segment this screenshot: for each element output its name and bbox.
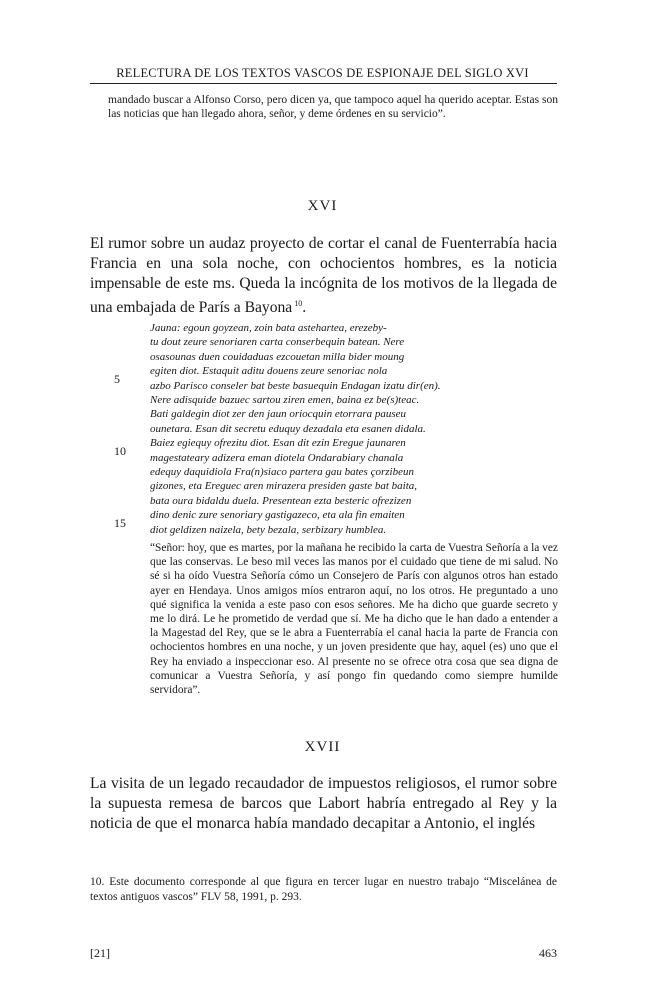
basque-line: diot geldizen naizela, bety bezala, serbizary humblea.	[150, 523, 387, 536]
footer-bracket-number: [21]	[90, 946, 110, 960]
basque-line: edequy daquidiola Fra(n)siaco partera gau bates çorzibeun	[150, 466, 414, 479]
basque-line: tu dout zeure senoriaren carta conserbequin batean. Nere	[150, 336, 405, 349]
basque-line: magestateary adizera eman diotela Ondarabiary chanala	[150, 451, 404, 464]
section-xvi-paragraph: El rumor sobre un audaz proyecto de cortar el canal de Fuenterrabía hacia Francia en una sola noche, con ochocientos hombres, es la noticia impensable de este ms. Queda la incógnita de los motivos de la llegada de una embajada de París a Bayona $^{10}$.	[90, 235, 557, 317]
basque-line: gizones, eta Ereguec aren mirazera presiden gaste bat baita,	[150, 480, 418, 493]
basque-line: Bati galdegin diot zer den jaun oriocquin etorrara pauseu	[150, 408, 407, 421]
basque-line: dino denic zure senoriary gastigazeco, eta ala fin emaiten	[150, 509, 405, 522]
basque-line: Nere adisquide bazuec sartou ziren emen, baina ez be(s)teac.	[150, 394, 420, 407]
section-xvi-paragraph-text: El rumor sobre un audaz proyecto de cortar el canal de Fuenterrabía hacia Francia en una sola noche, con ochocientos hombres, es la noticia impensable de este ms. Queda la incógnita de los motivos de la llegada de una embajada de París a Bayona	[90, 235, 557, 317]
page-number: 463	[539, 946, 557, 960]
line-number-15: 15	[114, 516, 126, 530]
footnote-10: 10. Este documento corresponde al que figura en tercer lugar en nuestro trabajo “Miscelánea de textos antiguos vascos” FLV 58, 1991, p. 293.	[90, 876, 557, 903]
basque-text	[150, 321, 480, 537]
basque-line: bata oura bidaldu duela. Presentean ezta besteric ofrezizen	[150, 494, 412, 507]
basque-line: Jauna: egoun goyzean, zoin bata astehartea, erezeby-	[150, 322, 387, 334]
basque-line: azbo Parisco conseler bat beste basuequin Endagan izatu dir(en).	[150, 379, 441, 392]
section-xvii-paragraph: La visita de un legado recaudador de impuestos religiosos, el rumor sobre la supuesta remesa de barcos que Labort habría entregado al Rey y la noticia de que el monarca había mandado decapitar a Antonio, el inglés	[90, 775, 557, 832]
continuation-quote: mandado buscar a Alfonso Corso, pero dicen ya, que tampoco aquel ha querido aceptar. Estas son las noticias que han llegado ahora, señor, y deme órdenes en su servicio”.	[108, 94, 558, 120]
basque-line: egiten diot. Estaquit aditu douens zeure senoriac nola	[150, 365, 388, 378]
line-number-5: 5	[114, 372, 120, 386]
line-number-10: 10	[114, 444, 126, 458]
section-title-xvi: XVI	[307, 198, 338, 214]
basque-line: osasounas duen couidaduas ezcouetan milla bider moung	[150, 350, 405, 363]
running-header: RELECTURA DE LOS TEXTOS VASCOS DE ESPIONAJE DEL SIGLO XVI	[116, 66, 529, 80]
header-rule	[90, 83, 557, 84]
section-title-xvii: XVII	[304, 739, 341, 755]
basque-line: ounetara. Esan dit secretu eduquy dezadala eta esanen didala.	[150, 422, 426, 435]
footnote-ref-10: 10	[294, 299, 303, 308]
spanish-translation: “Señor: hoy, que es martes, por la mañana he recibido la carta de Vuestra Señoría a la vez que las conservas. Le beso mil veces las manos por el cuidado que tiene de mi salud. No sé si ha oído Vuestra Señoría cómo un Consejero de París con algunos otros han estado ayer en Hendaya. Unos amigos míos entraron aquí, no los otros. He preguntado a uno qué significa la venida a este paso con esos señores. Me ha dicho que guarde secreto y me lo dirá. Le he prometido de verdad que sí. Me ha dicho que le han dado a entender a la Magestad del Rey, que se le abra a Fuenterrabía el canal hacia la parte de Francia con ochocientos hombres en una noche, y un joven presidente que hay, aquel (es) uno que el Rey ha enviado a inspeccionar eso. Al presente no se ofrece otra cosa que sea digna de comunicar a Vuestra Señoría, y así pongo fin quedando como siempre humilde servidora”.	[150, 542, 558, 697]
basque-line: Baiez egiequy ofrezitu diot. Esan dit ezin Eregue jaunaren	[150, 437, 406, 450]
